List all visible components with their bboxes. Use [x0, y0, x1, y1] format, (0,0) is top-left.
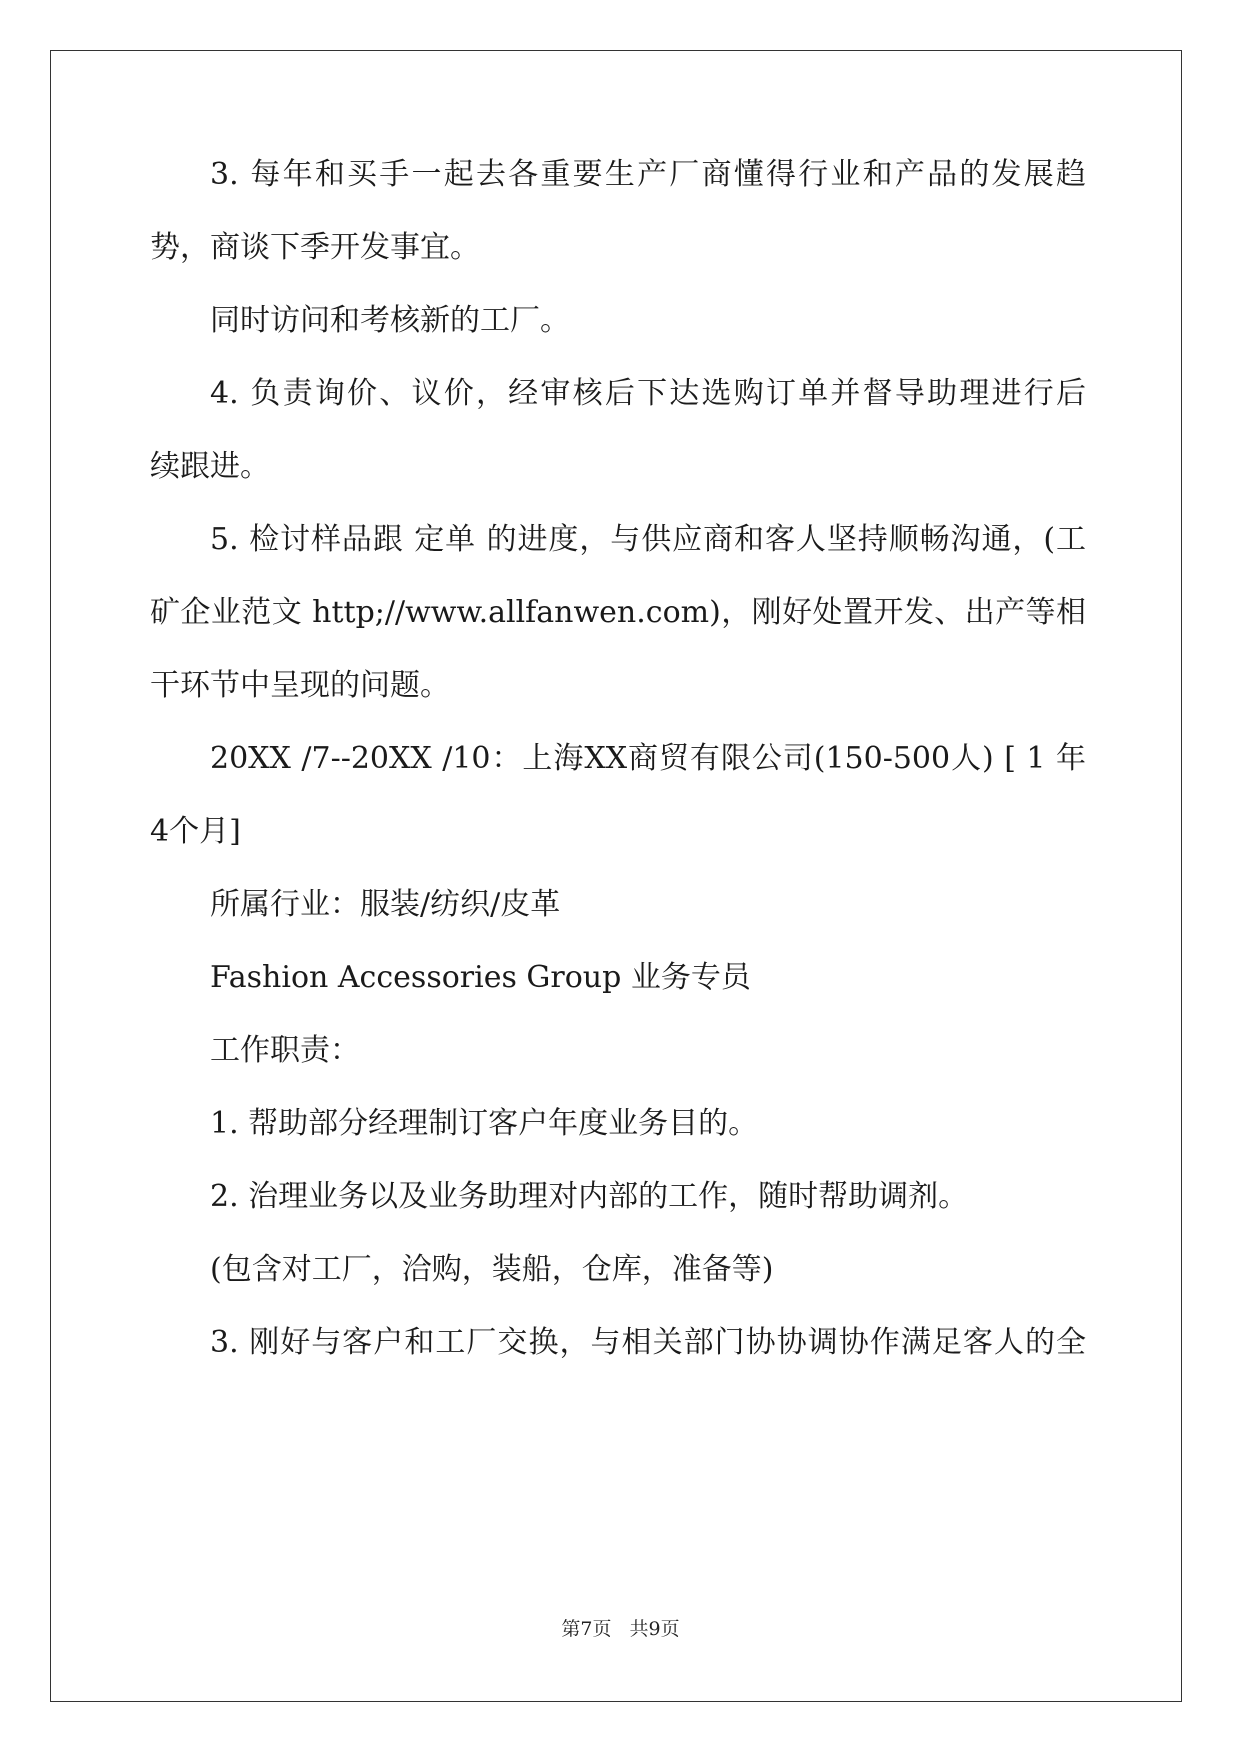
text-line: 工作职责： — [210, 1033, 360, 1068]
text-line: 20XX /7--20XX /10：上海XX商贸有限公司(150-500人) [ 1 年 — [210, 741, 1086, 776]
text-line: 1. 帮助部分经理制订客户年度业务目的。 — [210, 1106, 759, 1141]
text-line: 4. 负责询价、议价，经审核后下达选购订单并督导助理进行后 — [210, 376, 1086, 411]
text-line: 4个月] — [150, 814, 241, 849]
text-line: 矿企业范文 http;//www.allfanwen.com)，刚好处置开发、出产等相 — [150, 595, 1086, 630]
page-footer — [0, 1617, 1241, 1641]
text-line: (包含对工厂，洽购，装船，仓库，准备等) — [210, 1252, 774, 1287]
text-line: 干环节中呈现的问题。 — [150, 668, 450, 703]
text-line: 2. 治理业务以及业务助理对内部的工作，随时帮助调剂。 — [210, 1179, 969, 1214]
text-line: 同时访问和考核新的工厂。 — [210, 303, 570, 338]
text-line: 3. 刚好与客户和工厂交换，与相关部门协协调协作满足客人的全 — [210, 1325, 1086, 1360]
text-line: Fashion Accessories Group 业务专员 — [210, 960, 751, 995]
text-line: 势，商谈下季开发事宜。 — [150, 230, 480, 265]
page-number: 第7页 — [561, 1618, 612, 1640]
page-border — [50, 50, 1182, 1702]
text-line: 3. 每年和买手一起去各重要生产厂商懂得行业和产品的发展趋 — [210, 157, 1086, 192]
text-line: 5. 检讨样品跟 定单 的进度，与供应商和客人坚持顺畅沟通，(工 — [210, 522, 1086, 557]
text-line: 续跟进。 — [150, 449, 270, 484]
total-pages: 共9页 — [629, 1618, 680, 1640]
text-line: 所属行业：服装/纺织/皮革 — [210, 887, 561, 922]
